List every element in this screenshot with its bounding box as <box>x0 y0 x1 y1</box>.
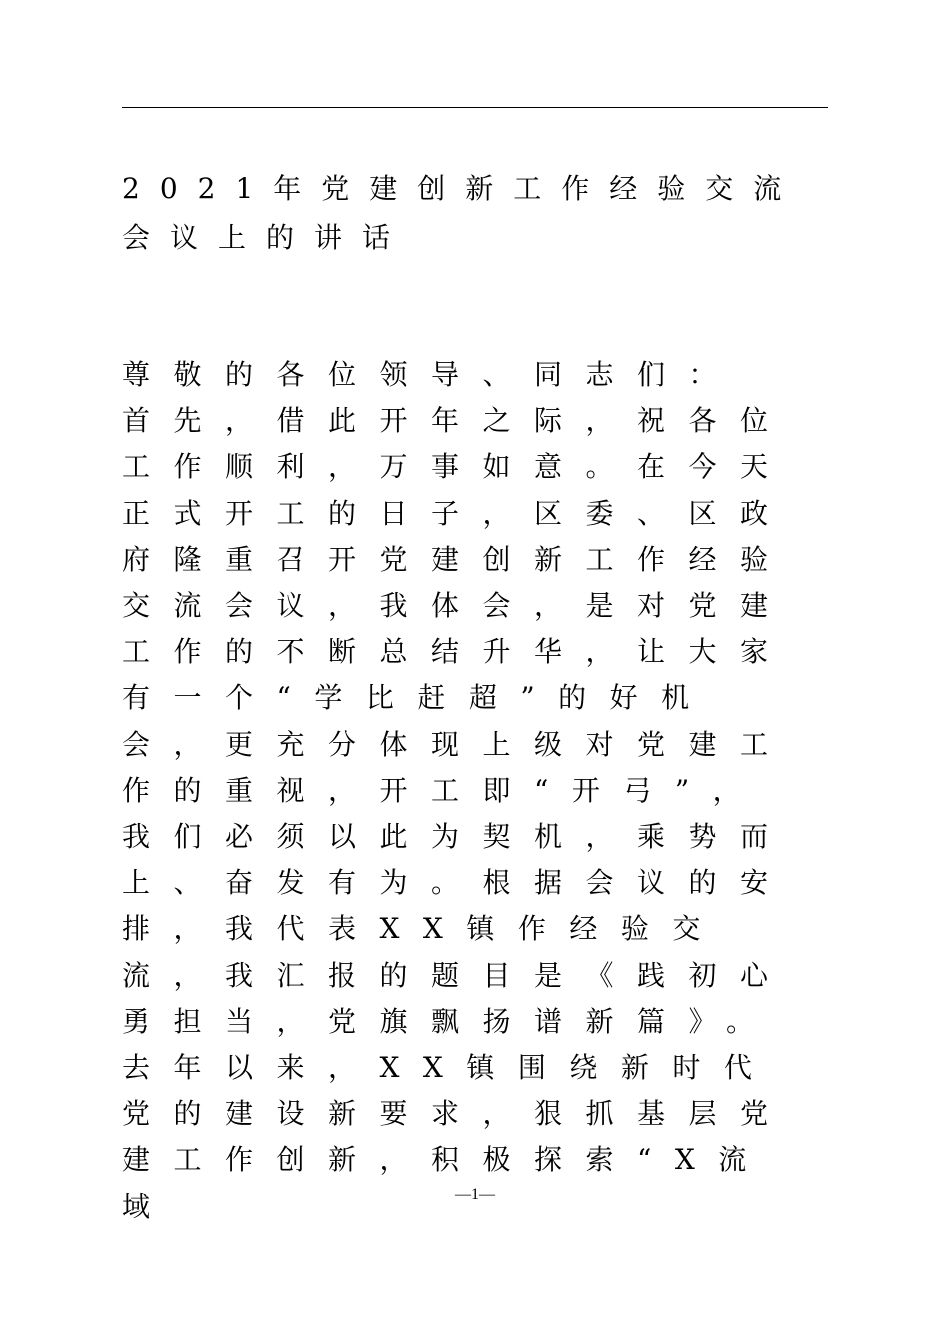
salutation: 尊敬的各位领导、同志们： <box>122 358 741 391</box>
page-number: —1— <box>455 1186 495 1203</box>
paragraph-1: 首先，借此开年之际，祝各位工作顺利，万事如意。在今天正式开工的日子，区委、区政府隆重召开党建创新工作经验交流会议，我体会，是对党建工作的不断总结升华，让大家有一个“学比赶超”的好机会，更充分体现上级对党建工作的重视，开工即“开弓”，我们必须以此为契机，乘势而上、奋发有为。根据会议的安排，我代表XX镇作经验交流，我汇报的题目是《践初心勇担当，党旗飘扬谱新篇》。 <box>122 404 792 1038</box>
document-title: 2021年党建创新工作经验交流会议上的讲话 <box>122 172 802 254</box>
document-body <box>122 352 812 1230</box>
paragraph-2: 去年以来，XX镇围绕新时代党的建设新要求，狠抓基层党建工作创新，积极探索“X流域 <box>122 1051 792 1223</box>
header-rule <box>122 107 828 108</box>
